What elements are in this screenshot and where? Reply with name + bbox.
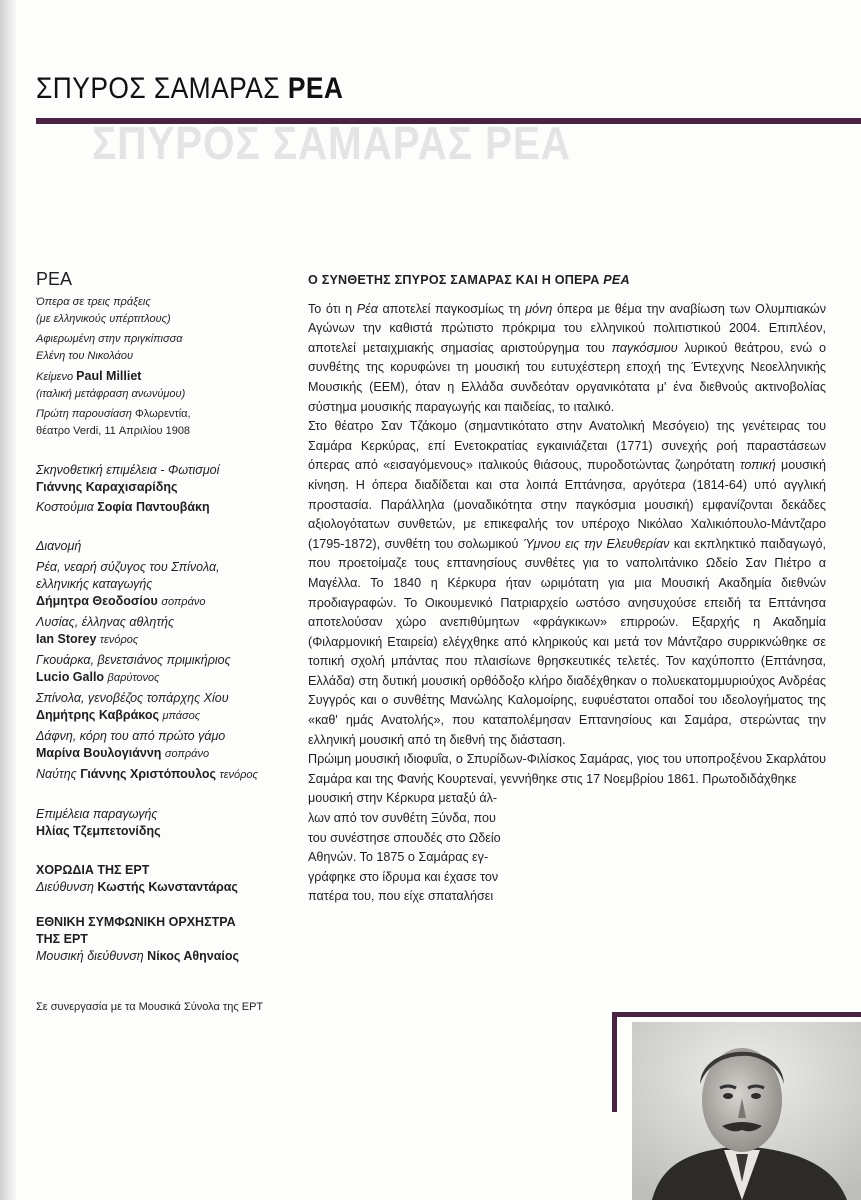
cast-voice: σοπράνο xyxy=(161,596,206,608)
cast-name: Lucio Gallo xyxy=(36,670,105,684)
cast-role: Λυσίας, έλληνας αθλητής xyxy=(36,615,175,629)
production-credit xyxy=(36,806,298,840)
article-column xyxy=(308,271,826,907)
composer-portrait xyxy=(632,1022,861,1200)
portrait-illustration xyxy=(632,1022,861,1200)
article-paragraph-3: Πρώιμη μουσική ιδιοφυΐα, ο Σπυρίδων-Φιλίσκος Σαμάρας, γιος του υποπροξένου Σκαρλάτου Σαμάρα και της Φανής Κουρτεναί, γεννήθηκε στις 17 Νοεμβρίου 1861. Πρωτοδιδάχθηκε xyxy=(308,752,826,786)
cast-entry xyxy=(36,559,298,611)
narrow-line: Αθηνών. Το 1875 ο Σαμάρας εγ- xyxy=(308,850,489,865)
cast-performer xyxy=(36,631,298,649)
orchestra-name: Νίκος Αθηναίος xyxy=(147,949,240,963)
article-heading-opera: ΡΕΑ xyxy=(603,273,630,287)
cast-voice: τενόρος xyxy=(219,769,258,781)
orchestra-heading-2: ΤΗΣ ΕΡΤ xyxy=(36,932,88,946)
narrow-line: γράφηκε στο ίδρυμα και έχασε τον xyxy=(308,869,499,884)
translation-note: (ιταλική μετάφραση ανωνύμου) xyxy=(36,388,186,400)
narrow-line: λων από τον συνθέτη Ξύνδα, που xyxy=(308,811,496,826)
narrow-line: του συνέστησε σπουδές στο Ωδείο xyxy=(308,830,501,845)
choir-label: Διεύθυνση xyxy=(36,880,98,894)
text-run: αποτελεί παγκοσμίως τη xyxy=(377,301,526,316)
orchestra-line xyxy=(36,948,298,965)
production-label: Επιμέλεια παραγωγής xyxy=(36,807,158,821)
cast-name: Γιάννης Χριστόπουλος xyxy=(80,767,217,781)
cast-role: Γκουάρκα, βενετσιάνος πριμικήριος xyxy=(36,653,231,667)
surtitles-note: (με ελληνικούς υπέρτιτλους) xyxy=(36,313,171,325)
cast-voice: τενόρος xyxy=(99,634,139,646)
libretto-line xyxy=(36,368,298,386)
choir-name: Κωστής Κωνσταντάρας xyxy=(97,880,238,894)
production-name: Ηλίας Τζεμπετονίδης xyxy=(36,824,161,838)
cast-name: Μαρίνα Βουλογιάννη xyxy=(36,746,162,760)
costumes-line xyxy=(36,499,298,516)
premiere-label: Πρώτη παρουσίαση xyxy=(36,408,135,420)
text-run: Στο θέατρο Σαν Τζάκομο (σημαντικότατο στην Ανατολική Μεσόγειο) της γενέτειρας του Σαμάρα Κερκύρας, επί Ενετοκρατίας εγκαινιάζεται (1771) συνεχής ροή παραστάσεων όπερας από «εισαγόμενους» ιταλικούς θιάσους, πυροδοτώντας ζωηρότατη xyxy=(308,419,826,473)
opera-subtitle: Όπερα σε τρεις πράξεις xyxy=(36,296,151,308)
cast-performer xyxy=(36,669,298,687)
orchestra-credit xyxy=(36,914,298,965)
text-run: και εκπληκτικό παιδαγωγό, που προετοίμαζε τους επτανησίους συνθέτες για το ναπολιτάνικο Ωδείο Σαν Πιέτρο α Μαγέλλα. Το 1840 η Κέρκυρα ήταν ωριμότατη για μια Μουσική Ακαδημία διεθνών προδιαγραφών. Το Οικουμενικό Πατριαρχείο ωστόσο ανησυχούσε επειδή τα Επτάνησα αποτελούσαν χώρο ανεπιθύμητων «φράγκικων» επιρροών. Εξαρχής η Ακαδημία (Φιλαρμονική Εταιρεία) ελέγχθηκε από κληρικούς και μετά τον Μάντζαρο συρρικνώθηκε σε τοπική σχολή μπάντας που πλαισίωνε θρησκευτικές τελετές. Τον καχύποπτο (Επτάνησα, Ελλάδα) στη δυτική μουσική ορθόδοξο κλήρο διαδέχθηκαν ο πολυεκατομμυριούχος Ανδρέας Συγγρός και ο συνθέτης Μανώλης Καλομοίρης, ευφυέστατοι οπαδοί του ιδεολογήματος της «καθ' ημάς Ανατολής», που καταπολέμησαν Επτανησίους και Σαμάρα, στερώντας την ελληνική μουσική από τη διεθνή της διάσταση. xyxy=(308,536,826,747)
choir-credit xyxy=(36,862,298,896)
dedication-line-1: Αφιερωμένη στην πριγκίπισσα xyxy=(36,333,183,345)
cast-role-cont: ελληνικής καταγωγής xyxy=(36,577,153,591)
emphasis: μόνη xyxy=(525,301,553,316)
page-title xyxy=(36,72,343,106)
cast-entry xyxy=(36,652,298,687)
costumes-name: Σοφία Παντουβάκη xyxy=(97,500,210,514)
direction-name: Γιάννης Καραχισαρίδης xyxy=(36,480,178,494)
article-heading-text: Ο ΣΥΝΘΕΤΗΣ ΣΠΥΡΟΣ ΣΑΜΑΡΑΣ ΚΑΙ Η ΟΠΕΡΑ xyxy=(308,273,604,287)
cast-name: Δήμητρα Θεοδοσίου xyxy=(36,594,158,608)
cast-performer xyxy=(36,766,298,784)
choir-line xyxy=(36,879,298,896)
article-paragraph-1 xyxy=(308,300,826,418)
cast-voice: βαρύτονος xyxy=(107,672,160,684)
libretto-author: Paul Milliet xyxy=(76,369,142,383)
emphasis: τοπική xyxy=(739,458,776,473)
cast-performer xyxy=(36,593,298,611)
direction-label: Σκηνοθετική επιμέλεια - Φωτισμοί xyxy=(36,463,220,477)
cast-voice: σοπράνο xyxy=(164,748,210,760)
text-run: Το ότι η xyxy=(308,301,357,316)
credits-column xyxy=(36,268,298,1016)
cast-entry xyxy=(36,614,298,649)
cast-name: Δημήτρης Καβράκος xyxy=(36,708,159,722)
article-paragraph-2 xyxy=(308,417,826,750)
cast-name: Ian Storey xyxy=(36,632,97,646)
cast-list xyxy=(36,538,298,784)
text-run: λυρικού θεάτρου, ενώ ο συνθέτης της κορυφώνει τη μουσική του ευτυχέστερη εποχή της Έντεχνης Νεοελληνικής Μουσικής (ΕΕΜ), όταν η Ελλάδα συνδεόταν οργανικότατα μ' ένα διεθνούς ακτινοβολίας σύστημα μουσικής παραγωγής και παιδείας, το ιταλικό. xyxy=(308,340,826,414)
premiere-city: Φλωρεντία, xyxy=(134,408,191,420)
cast-role: Σπίνολα, γενοβέζος τοπάρχης Χίου xyxy=(36,691,229,705)
collaboration-note: Σε συνεργασία με τα Μουσικά Σύνολα της ΕΡΤ xyxy=(36,1001,264,1013)
choir-heading: ΧΟΡΩΔΙΑ ΤΗΣ ΕΡΤ xyxy=(36,863,150,877)
photo-frame-side xyxy=(612,1012,617,1112)
article-heading xyxy=(308,271,826,291)
cast-performer xyxy=(36,707,298,725)
title-opera: ΡΕΑ xyxy=(287,72,344,105)
emphasis: Ύμνου εις την Ελευθερίαν xyxy=(522,536,670,551)
opera-info xyxy=(36,268,298,440)
emphasis: Ρέα xyxy=(356,301,378,316)
cast-performer xyxy=(36,745,298,763)
creative-team xyxy=(36,462,298,516)
narrow-line: μουσική στην Κέρκυρα μεταξύ άλ- xyxy=(308,791,498,806)
cast-entry xyxy=(36,690,298,725)
ghost-title: ΣΠΥΡΟΣ ΣΑΜΑΡΑΣ ΡΕΑ xyxy=(92,117,571,169)
text-run: μουσική κίνηση. Η όπερα διαδίδεται και στα λοιπά Επτάνησα, αργότερα (1814-64) υπό αγγλική προστασία. Παράλληλα (μοναδικότητα στην παγκόσμια μουσική) εμφανίζονται δεκάδες αξιολογότατων συνθετών, με επικεφαλής τον υπέροχο Νικόλαο Χαλικιόπουλο-Μάντζαρο (1795-1872), συνθέτη του σολωμικού xyxy=(308,458,826,551)
libretto-label: Κείμενο xyxy=(36,371,77,383)
narrow-line: πατέρα του, που είχε σπαταλήσει xyxy=(308,889,494,904)
text-run: όπερα με θέμα την αναβίωση των Ολυμπιακών Αγώνων την καθιστά πρώτιστο πρόκριμα του ελληνικού πολιτιστικού 2004. Επιπλέον, αποτελεί μεταιχμιακής σημασίας αριστούργημα του xyxy=(308,301,827,355)
cast-role: Ναύτης xyxy=(36,767,81,781)
cast-entry xyxy=(36,766,298,784)
page-binding-shadow xyxy=(0,0,16,1200)
cast-voice: μπάσος xyxy=(162,710,201,722)
photo-frame-top xyxy=(612,1012,861,1017)
cast-role: Ρέα, νεαρή σύζυγος του Σπίνολα, xyxy=(36,560,220,574)
cast-label: Διανομή xyxy=(36,539,82,553)
article-paragraph-3-narrow xyxy=(308,789,540,907)
cast-entry xyxy=(36,728,298,763)
premiere-line xyxy=(36,406,298,423)
orchestra-heading-1: ΕΘΝΙΚΗ ΣΥΜΦΩΝΙΚΗ ΟΡΧΗΣΤΡΑ xyxy=(36,915,236,929)
dedication-line-2: Ελένη του Νικολάου xyxy=(36,350,133,362)
premiere-venue: θέατρο Verdi, 11 Απριλίου 1908 xyxy=(36,425,191,437)
opera-title: ΡΕΑ xyxy=(36,269,73,289)
emphasis: παγκόσμιου xyxy=(611,340,678,355)
orchestra-label: Μουσική διεύθυνση xyxy=(36,949,148,963)
costumes-label: Κοστούμια xyxy=(36,500,98,514)
title-composer: ΣΠΥΡΟΣ ΣΑΜΑΡΑΣ xyxy=(36,72,288,105)
cast-role: Δάφνη, κόρη του από πρώτο γάμο xyxy=(36,729,226,743)
